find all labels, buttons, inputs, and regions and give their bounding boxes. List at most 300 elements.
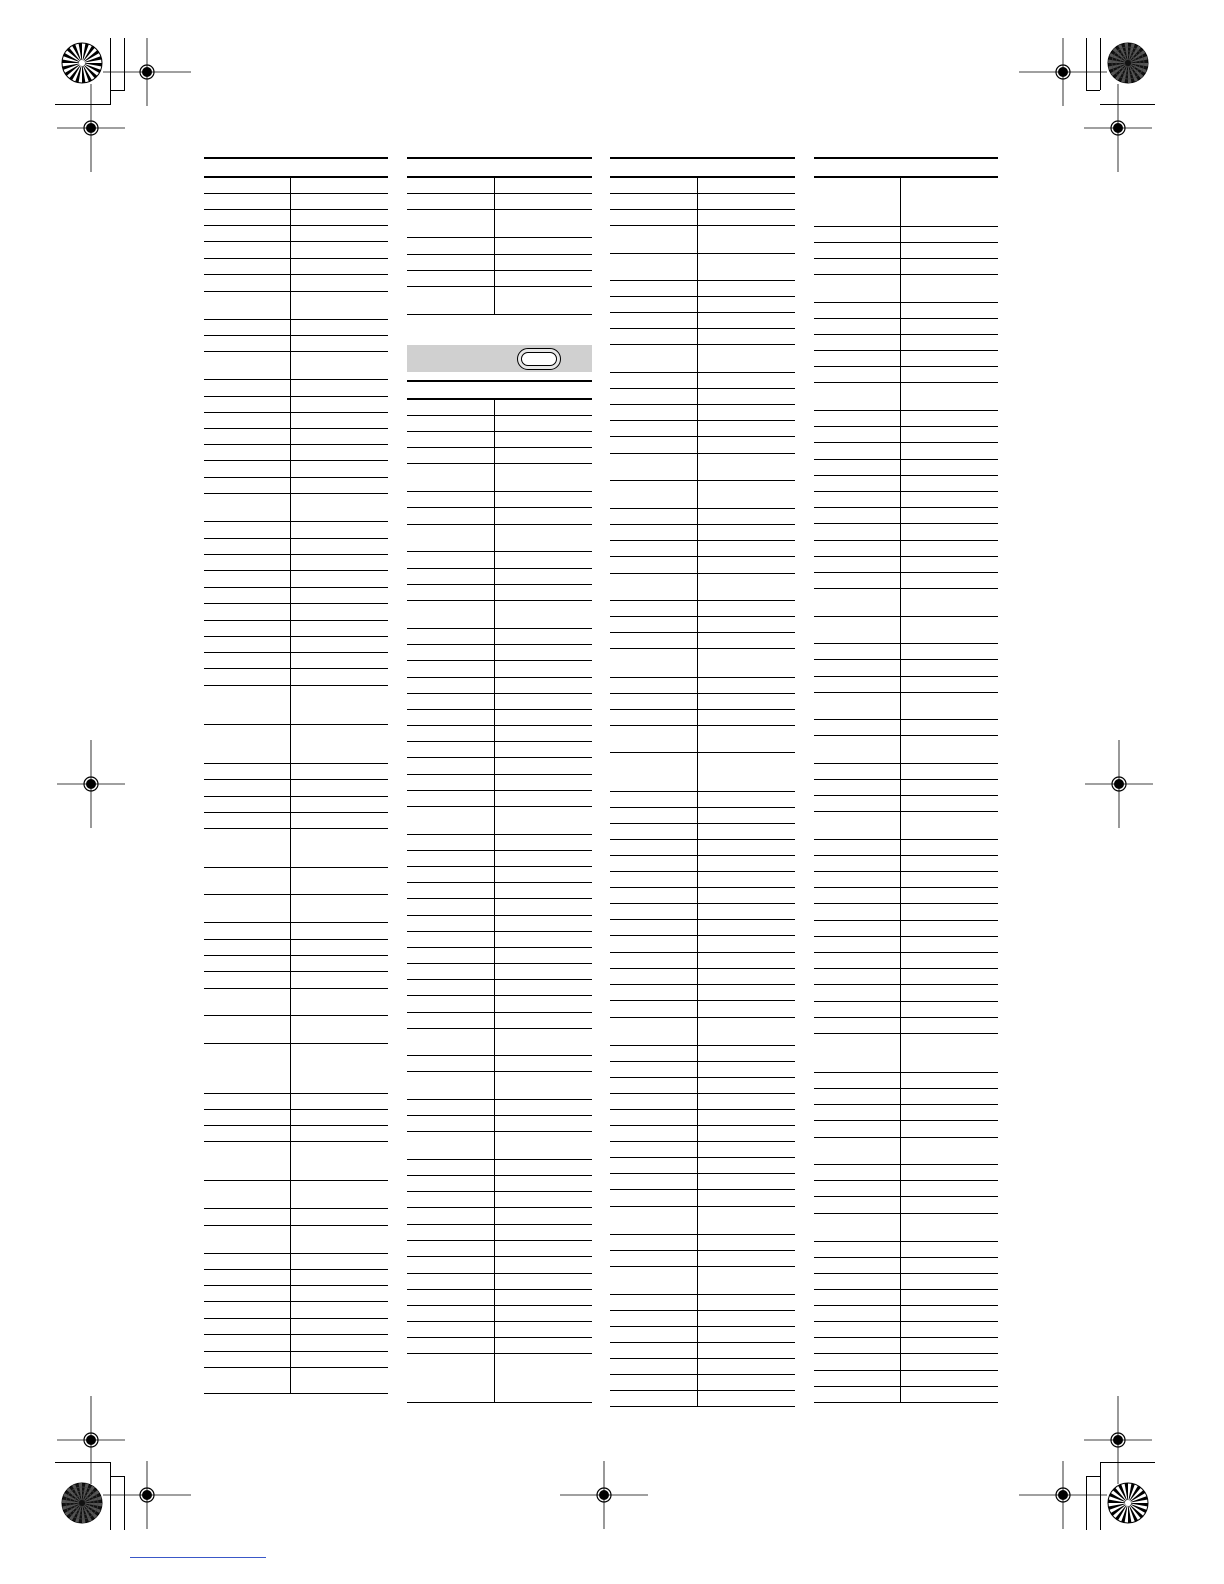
cell-divider (900, 780, 901, 795)
cell-divider (494, 758, 495, 774)
cell-divider (494, 1176, 495, 1191)
table-row (814, 1289, 998, 1305)
cell-divider (697, 840, 698, 855)
table-header-rule (407, 157, 592, 159)
cell-divider (697, 792, 698, 807)
cell-divider (494, 645, 495, 660)
table-row (814, 491, 998, 507)
rounded-button-icon (517, 348, 561, 370)
cell-divider (290, 242, 291, 258)
cell-divider (900, 1371, 901, 1386)
cell-divider (494, 742, 495, 757)
table-row (407, 725, 592, 741)
table-row (407, 866, 592, 882)
cell-divider (494, 1338, 495, 1353)
table-row (610, 1045, 795, 1061)
cell-divider (900, 427, 901, 442)
cell-divider (290, 413, 291, 428)
table-row (814, 1104, 998, 1120)
cell-divider (494, 508, 495, 524)
table-row (610, 404, 795, 420)
cell-divider (697, 1174, 698, 1189)
cell-divider (697, 194, 698, 209)
table-row (814, 1241, 998, 1257)
cell-divider (494, 601, 495, 628)
cell-divider (290, 604, 291, 620)
cell-divider (900, 335, 901, 350)
table-row (204, 225, 388, 241)
cell-divider (900, 367, 901, 382)
cell-divider (494, 1274, 495, 1289)
cell-divider (900, 1089, 901, 1104)
cell-divider (494, 775, 495, 790)
cell-divider (494, 1306, 495, 1321)
cell-divider (697, 1327, 698, 1342)
cell-divider (494, 525, 495, 551)
table-column (610, 0, 795, 1584)
cell-divider (900, 460, 901, 475)
table-column (204, 0, 388, 1584)
table-row (204, 1318, 388, 1334)
cell-divider (697, 1207, 698, 1234)
table-row (204, 763, 388, 779)
table-row (204, 1015, 388, 1043)
table-row (610, 919, 795, 935)
table-row (610, 984, 795, 1000)
table-row (204, 603, 388, 620)
table-row (610, 935, 795, 952)
table-row (204, 351, 388, 379)
cell-divider (290, 1142, 291, 1180)
cell-divider (290, 210, 291, 225)
table-row (407, 1115, 592, 1131)
table-row (407, 931, 592, 947)
cell-divider (494, 1160, 495, 1175)
cell-divider (697, 678, 698, 693)
table-row (610, 616, 795, 632)
cell-divider (290, 780, 291, 796)
table-row (204, 724, 388, 763)
cell-divider (697, 1001, 698, 1017)
cell-divider (290, 940, 291, 955)
cell-divider (697, 1267, 698, 1294)
cell-divider (900, 921, 901, 936)
cell-divider (697, 226, 698, 253)
table-row (204, 1093, 388, 1109)
cell-divider (697, 1126, 698, 1141)
table-row (407, 834, 592, 850)
cell-divider (697, 1078, 698, 1093)
cell-divider (697, 920, 698, 935)
cell-divider (697, 574, 698, 600)
table-row (204, 652, 388, 668)
cell-divider (697, 1295, 698, 1310)
cell-divider (697, 509, 698, 524)
table-row (204, 428, 388, 444)
cell-divider (290, 397, 291, 412)
cell-divider (290, 292, 291, 319)
table-row (610, 677, 795, 693)
table-row (610, 952, 795, 968)
table-row (204, 209, 388, 225)
cell-divider (290, 461, 291, 477)
cell-divider (697, 985, 698, 1000)
cell-divider (697, 281, 698, 296)
table-row (610, 1342, 795, 1358)
table-row (814, 1164, 998, 1180)
cell-divider (494, 569, 495, 584)
table-row (814, 1321, 998, 1337)
cell-divider (697, 1235, 698, 1250)
table-row (814, 1120, 998, 1137)
cell-divider (697, 1158, 698, 1173)
table-header-rule (204, 157, 388, 159)
cell-divider (900, 303, 901, 318)
table-row (407, 628, 592, 644)
table-row (204, 1225, 388, 1253)
cell-divider (494, 238, 495, 254)
table-row (407, 193, 592, 209)
table-row (204, 1180, 388, 1208)
cell-divider (697, 936, 698, 952)
cell-divider (900, 660, 901, 676)
table-row (814, 719, 998, 735)
table-row (407, 398, 592, 415)
table-row (814, 984, 998, 1001)
cell-divider (900, 1181, 901, 1196)
cell-divider (290, 1319, 291, 1334)
cell-divider (697, 726, 698, 752)
table-row (610, 632, 795, 648)
cell-divider (697, 710, 698, 725)
cell-divider (290, 1044, 291, 1093)
cell-divider (290, 989, 291, 1015)
table-row (610, 253, 795, 280)
cell-divider (290, 555, 291, 570)
crosshair-registration-icon (1074, 84, 1162, 172)
cell-divider (290, 956, 291, 971)
cell-divider (697, 437, 698, 453)
cell-divider (494, 948, 495, 963)
table-row (407, 979, 592, 995)
cell-divider (697, 541, 698, 556)
table-row (204, 412, 388, 428)
table-row (204, 274, 388, 291)
cell-divider (494, 1354, 495, 1402)
starburst-target-icon (1106, 41, 1150, 85)
table-row (814, 920, 998, 936)
cell-divider (697, 389, 698, 404)
cell-divider (697, 1359, 698, 1374)
section-banner (407, 345, 592, 372)
cell-divider (494, 400, 495, 415)
table-row (407, 1240, 592, 1256)
cell-divider (900, 1242, 901, 1257)
crosshair-registration-icon (47, 1396, 135, 1484)
table-row (407, 915, 592, 931)
table-row (610, 388, 795, 404)
cell-divider (290, 621, 291, 636)
cell-divider (290, 895, 291, 922)
table-row (814, 811, 998, 839)
cell-divider (494, 464, 495, 491)
cell-divider (900, 508, 901, 523)
table-row (204, 1253, 388, 1269)
table-header-rule (610, 157, 795, 159)
table-row (407, 850, 592, 866)
table-row (814, 1196, 998, 1213)
table-row (610, 1234, 795, 1250)
crosshair-registration-icon (47, 84, 135, 172)
crosshair-registration-icon (1075, 740, 1163, 828)
cell-divider (290, 1094, 291, 1109)
table-header-rule (407, 380, 592, 382)
cell-divider (900, 1018, 901, 1033)
table-row (610, 903, 795, 919)
table-row (204, 922, 388, 939)
cell-divider (900, 796, 901, 811)
cell-divider (900, 1354, 901, 1370)
cell-divider (697, 1046, 698, 1061)
table-row (814, 855, 998, 871)
cell-divider (494, 678, 495, 693)
table-row (814, 1370, 998, 1386)
table-row (814, 475, 998, 491)
cell-divider (494, 1116, 495, 1131)
cell-divider (290, 1110, 291, 1125)
table-row (814, 350, 998, 366)
cell-divider (900, 1214, 901, 1241)
table-row (407, 947, 592, 963)
table-row (610, 1294, 795, 1310)
cell-divider (494, 448, 495, 463)
cell-divider (900, 1197, 901, 1213)
table-row (407, 431, 592, 447)
cell-divider (697, 1190, 698, 1206)
table-bottom-rule (814, 1402, 998, 1403)
table-row (204, 1208, 388, 1225)
table-row (814, 459, 998, 475)
cell-divider (290, 320, 291, 335)
cell-divider (900, 383, 901, 410)
cell-divider (900, 243, 901, 258)
table-row (204, 570, 388, 587)
table-bottom-rule (407, 1402, 592, 1403)
cell-divider (290, 380, 291, 396)
cell-divider (697, 373, 698, 388)
table-row (204, 1141, 388, 1180)
cell-divider (494, 916, 495, 931)
table-row (610, 1250, 795, 1266)
table-row (814, 1001, 998, 1017)
table-row (610, 1266, 795, 1294)
table-row (407, 995, 592, 1012)
cell-divider (494, 416, 495, 431)
cell-divider (290, 923, 291, 939)
cell-divider (494, 1132, 495, 1159)
cell-divider (697, 1311, 698, 1326)
table-row (814, 302, 998, 318)
cell-divider (494, 255, 495, 270)
table-row (610, 280, 795, 296)
table-row (204, 1285, 388, 1301)
table-row (407, 1159, 592, 1175)
cell-divider (900, 840, 901, 855)
table-row (204, 971, 388, 988)
table-row (407, 237, 592, 254)
table-row (610, 1326, 795, 1342)
table-row (814, 1072, 998, 1088)
table-row (814, 692, 998, 719)
table-row (407, 1099, 592, 1115)
table-row (814, 871, 998, 887)
cell-divider (494, 194, 495, 209)
cell-divider (290, 429, 291, 444)
table-row (814, 952, 998, 968)
cell-divider (290, 571, 291, 587)
cell-divider (900, 259, 901, 274)
table-row (610, 855, 795, 871)
cell-divider (290, 1126, 291, 1141)
table-row (407, 1224, 592, 1240)
table-row (204, 319, 388, 335)
table-row (204, 796, 388, 812)
table-row (610, 807, 795, 823)
table-row (407, 1353, 592, 1402)
cell-divider (697, 178, 698, 193)
table-row (204, 554, 388, 570)
cell-divider (900, 644, 901, 659)
cell-divider (290, 478, 291, 493)
table-row (814, 616, 998, 643)
table-row (204, 193, 388, 209)
table-row (814, 903, 998, 920)
table-row (610, 508, 795, 524)
cell-divider (290, 1226, 291, 1253)
cell-divider (494, 996, 495, 1012)
table-row (204, 379, 388, 396)
cell-divider (494, 835, 495, 850)
cell-divider (494, 710, 495, 725)
cell-divider (494, 1100, 495, 1115)
cell-divider (494, 1322, 495, 1337)
table-row (814, 795, 998, 811)
table-row (204, 1301, 388, 1318)
table-row (610, 1017, 795, 1045)
table-row (814, 176, 998, 226)
table-row (407, 1055, 592, 1071)
cell-divider (697, 872, 698, 887)
cell-divider (494, 694, 495, 709)
table-row (204, 1125, 388, 1141)
table-row (814, 1088, 998, 1104)
table-row (204, 291, 388, 319)
table-row (610, 887, 795, 903)
table-row (814, 318, 998, 334)
table-row (814, 442, 998, 459)
table-row (204, 867, 388, 894)
table-row (814, 763, 998, 779)
table-row (407, 882, 592, 898)
table-row (610, 420, 795, 436)
cell-divider (494, 585, 495, 600)
table-row (610, 1093, 795, 1109)
cell-divider (900, 524, 901, 540)
table-row (814, 242, 998, 258)
cell-divider (494, 899, 495, 915)
table-row (814, 643, 998, 659)
table-row (814, 968, 998, 984)
table-row (407, 447, 592, 463)
cell-divider (900, 812, 901, 839)
cell-divider (697, 953, 698, 968)
table-row (204, 176, 388, 193)
table-row (407, 1012, 592, 1028)
crosshair-registration-icon (1074, 1396, 1162, 1484)
cell-divider (697, 1110, 698, 1125)
table-row (204, 258, 388, 274)
cell-divider (290, 1286, 291, 1301)
cell-divider (494, 629, 495, 644)
table-row (204, 1334, 388, 1351)
cell-divider (290, 1270, 291, 1285)
table-row (814, 1353, 998, 1370)
table-row (407, 415, 592, 431)
table-row (814, 1137, 998, 1164)
cell-divider (697, 421, 698, 436)
cell-divider (697, 1343, 698, 1358)
table-row (610, 524, 795, 540)
table-row (610, 1157, 795, 1173)
cell-divider (494, 1192, 495, 1207)
cell-divider (697, 1062, 698, 1077)
cell-divider (290, 686, 291, 724)
cell-divider (900, 677, 901, 692)
cell-divider (697, 254, 698, 280)
table-row (407, 568, 592, 584)
table-row (610, 480, 795, 508)
table-row (204, 241, 388, 258)
table-row (407, 1071, 592, 1099)
table-row (814, 1337, 998, 1353)
table-row (610, 209, 795, 225)
cell-divider (290, 588, 291, 603)
cell-divider (290, 539, 291, 554)
table-row (814, 226, 998, 242)
table-row (407, 1175, 592, 1191)
table-row (407, 524, 592, 551)
table-row (204, 1351, 388, 1367)
table-row (204, 685, 388, 724)
cell-divider (900, 937, 901, 952)
table-row (204, 636, 388, 652)
starburst-target-icon (60, 1481, 104, 1525)
cell-divider (494, 1225, 495, 1240)
table-row (407, 898, 592, 915)
table-row (610, 296, 795, 312)
table-row (814, 523, 998, 540)
cell-divider (494, 432, 495, 447)
table-row (407, 1028, 592, 1055)
table-row (407, 1207, 592, 1224)
table-row (407, 774, 592, 790)
cell-divider (900, 969, 901, 984)
table-row (610, 1189, 795, 1206)
table-row (814, 258, 998, 274)
table-row (814, 572, 998, 588)
table-row (204, 460, 388, 477)
table-row (204, 779, 388, 796)
